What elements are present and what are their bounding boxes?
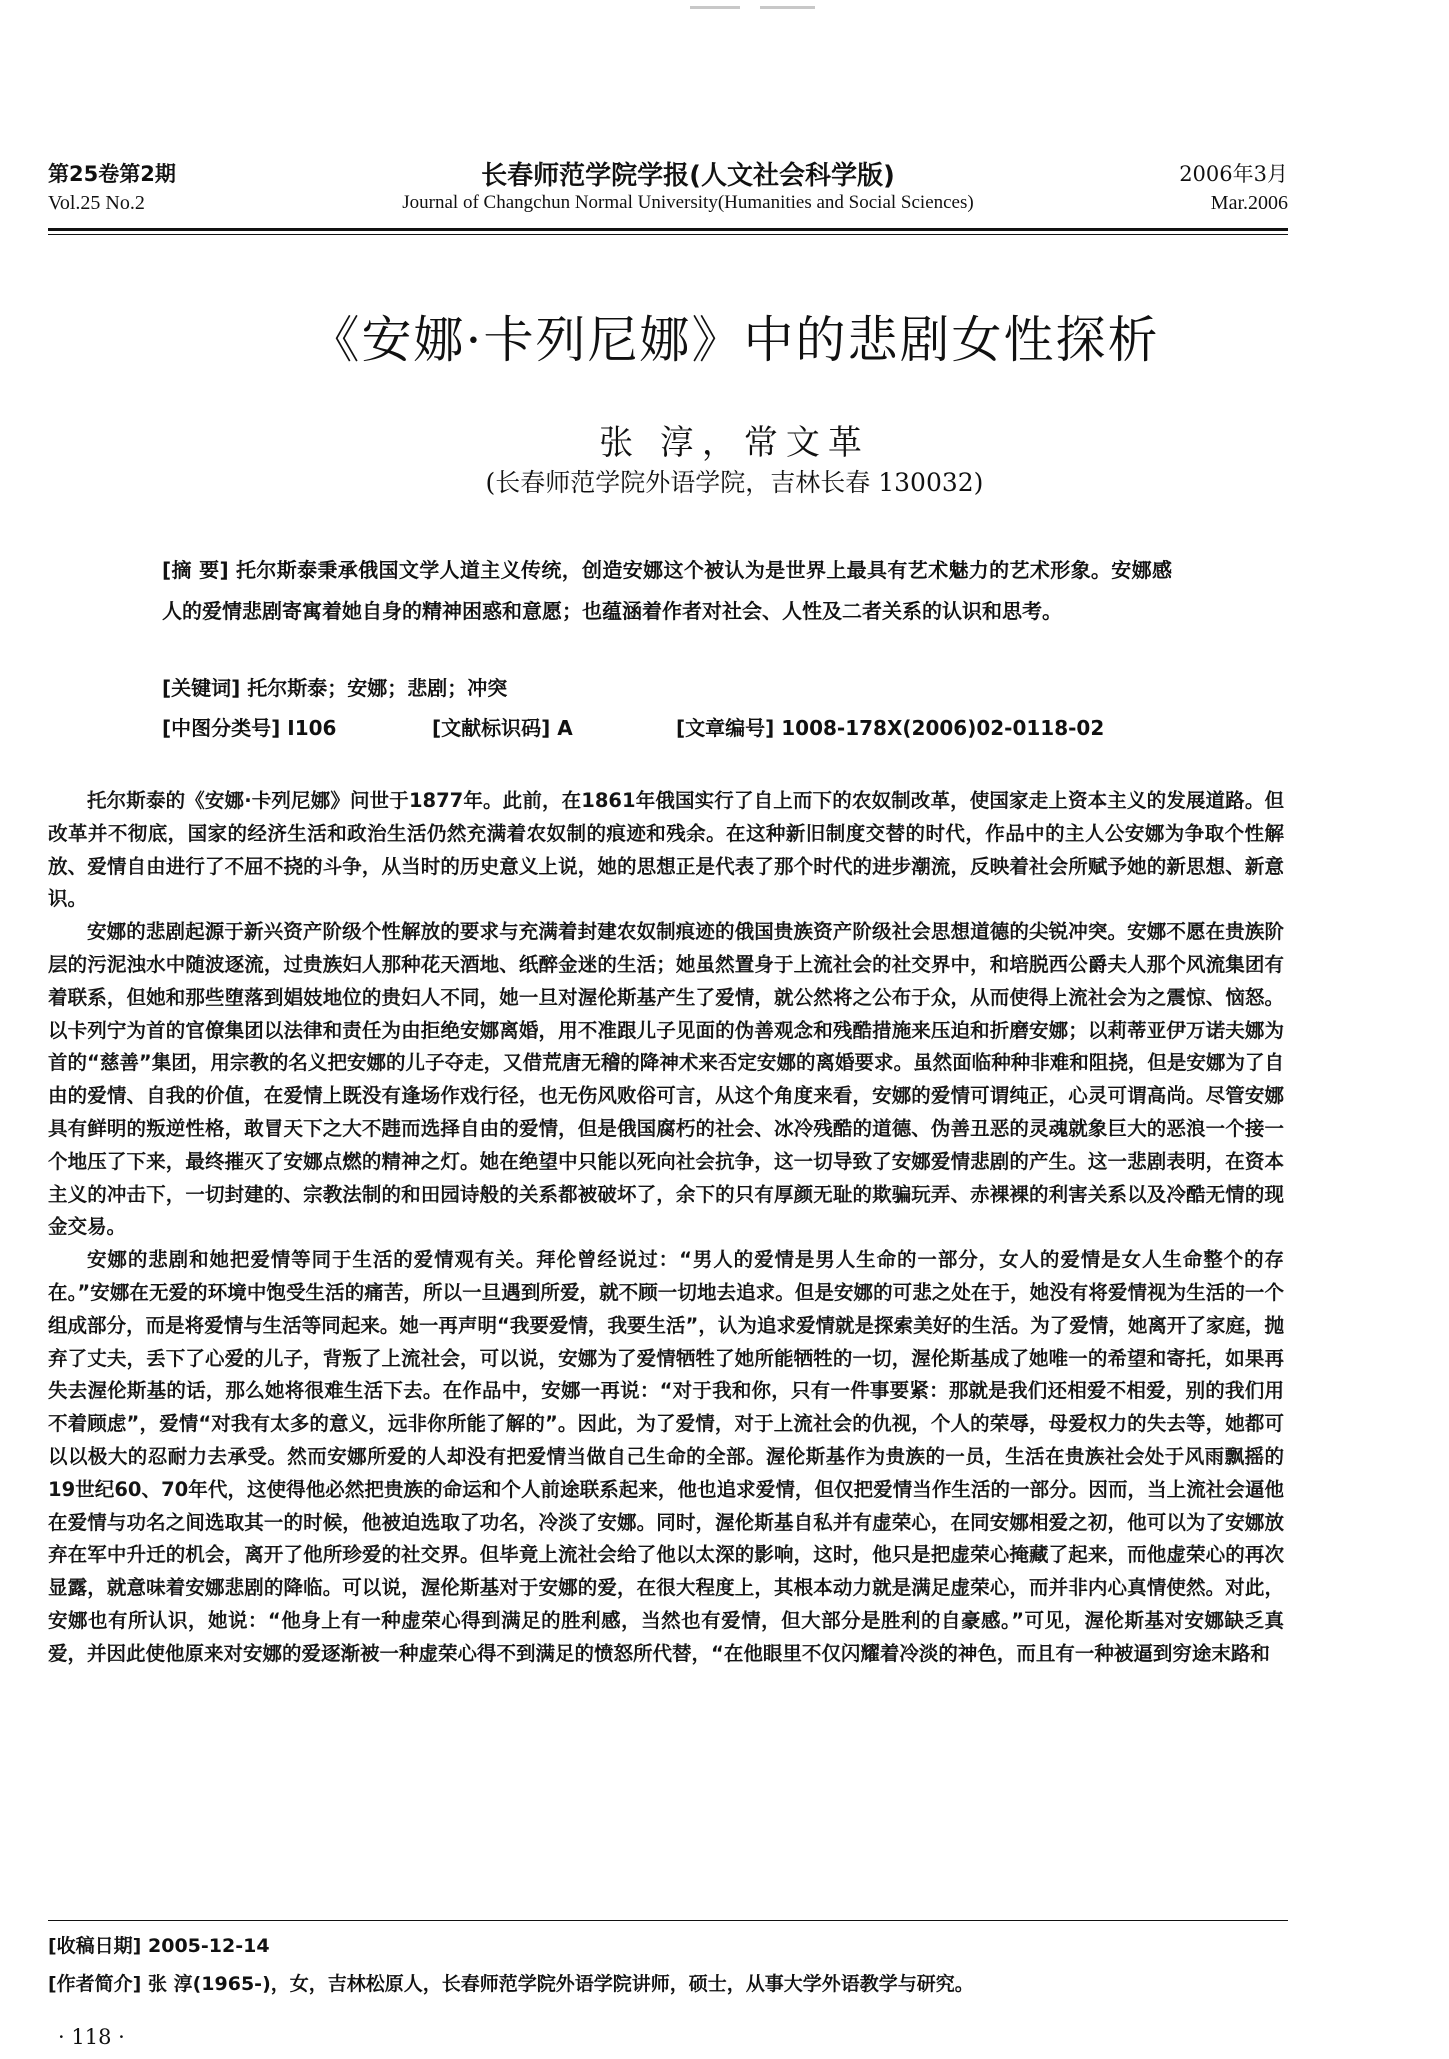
author-bio-value: 张 淳(1965-)，女，吉林松原人，长春师范学院外语学院讲师，硕士，从事大学外语教学与研究。 [148, 1973, 974, 1995]
volume-cn: 第25卷第2期 [48, 162, 176, 186]
page-number: · 118 · [58, 2025, 125, 2049]
article-title: 《安娜·卡列尼娜》中的悲剧女性探析 [309, 311, 1160, 369]
body-paragraph: 安娜的悲剧和她把爱情等同于生活的爱情观有关。拜伦曾经说过：“男人的爱情是男人生命的一部分，女人的爱情是女人生命整个的存在。”安娜在无爱的环境中饱受生活的痛苦，所以一旦遇到所爱，就不顾一切地去追求。但是安娜的可悲之处在于，她没有将爱情视为生活的一个组成部分，而是将爱情与生活等同起来。她一再声明“我要爱情，我要生活”，认为追求爱情就是探索美好的生活。为了爱情，她离开了家庭，抛弃了丈夫，丢下了心爱的儿子，背叛了上流社会，可以说，安娜为了爱情牺牲了她所能牺牲的一切，渥伦斯基成了她唯一的希望和寄托，如果再失去渥伦斯基的话，那么她将很难生活下去。在作品中，安娜一再说：“对于我和你，只有一件事要紧：那就是我们还相爱不相爱，别的我们用不着顾虑”，爱情“对我有太多的意义，远非你所能了解的”。因此，为了爱情，对于上流社会的仇视，个人的荣辱，母爱权力的失去等，她都可以以极大的忍耐力去承受。然而安娜所爱的人却没有把爱情当做自己生命的全部。渥伦斯基作为贵族的一员，生活在贵族社会处于风雨飘摇的19世纪60、70年代，这使得他必然把贵族的命运和个人前途联系起来，他也追求爱情，但仅把爱情当作生活的一部分。因而，当上流社会逼他在爱情与功名之间选取其一的时候，他被迫选取了功名，冷淡了安娜。同时，渥伦斯基自私并有虚荣心，在同安娜相爱之初，他可以为了安娜放弃在军中升迁的机会，离开了他所珍爱的社交界。但毕竟上流社会给了他以太深的影响，这时，他只是把虚荣心掩藏了起来，而他虚荣心的再次显露，就意味着安娜悲剧的降临。可以说，渥伦斯基对于安娜的爱，在很大程度上，其根本动力就是满足虚荣心，而并非内心真情使然。对此，安娜也有所认识，她说：“他身上有一种虚荣心得到满足的胜利感，当然也有爱情，但大部分是胜利的自豪感。”可见，渥伦斯基对安娜缺乏真爱，并因此使他原来对安娜的爱逐渐被一种虚荣心得不到满足的愤怒所代替，“在他眼里不仅闪耀着冷淡的神色，而且有一种被逼到穷途末路和 [48, 1248, 1284, 1665]
abstract-text: 托尔斯泰秉承俄国文学人道主义传统，创造安娜这个被认为是世界上最具有艺术魅力的艺术形象。安娜感人的爱情悲剧寄寓着她自身的精神困惑和意愿；也蕴涵着作者对社会、人性及二者关系的认识和思考。 [162, 558, 1173, 623]
abstract-label: [摘 要] [162, 558, 229, 582]
keywords-text: 托尔斯泰；安娜；悲剧；冲突 [247, 676, 508, 700]
doc-code-value: A [557, 716, 573, 740]
keywords [162, 672, 507, 701]
article-id-value: 1008-178X(2006)02-0118-02 [781, 716, 1105, 740]
footnote-rule [48, 1920, 1288, 1921]
volume-en: Vol.25 No.2 [48, 192, 145, 214]
received-date-note [48, 1931, 270, 1958]
journal-title-en: Journal of Changchun Normal University(Humanities and Social Sciences) [402, 192, 974, 213]
doc-code-label: [文献标识码] [432, 716, 551, 740]
body-paragraph: 安娜的悲剧起源于新兴资产阶级个性解放的要求与充满着封建农奴制痕迹的俄国贵族资产阶级社会思想道德的尖锐冲突。安娜不愿在贵族阶层的污泥浊水中随波逐流，过贵族妇人那种花天酒地、纸醉金迷的生活；她虽然置身于上流社会的社交界中，和培脱西公爵夫人那个风流集团有着联系，但她和那些堕落到娼妓地位的贵妇人不同，她一旦对渥伦斯基产生了爱情，就公然将之公布于众，从而使得上流社会为之震惊、恼怒。以卡列宁为首的官僚集团以法律和责任为由拒绝安娜离婚，用不准跟儿子见面的伪善观念和残酷措施来压迫和折磨安娜；以莉蒂亚伊万诺夫娜为首的“慈善”集团，用宗教的名义把安娜的儿子夺走，又借荒唐无稽的降神术来否定安娜的离婚要求。虽然面临种种非难和阻挠，但是安娜为了自由的爱情、自我的价值，在爱情上既没有逢场作戏行径，也无伤风败俗可言，从这个角度来看，安娜的爱情可谓纯正，心灵可谓高尚。尽管安娜具有鲜明的叛逆性格，敢冒天下之大不韪而选择自由的爱情，但是俄国腐朽的社会、冰冷残酷的道德、伪善丑恶的灵魂就象巨大的恶浪一个接一个地压了下来，最终摧灭了安娜点燃的精神之灯。她在绝望中只能以死向社会抗争，这一切导致了安娜爱情悲剧的产生。这一悲剧表明，在资本主义的冲击下，一切封建的、宗教法制的和田园诗般的关系都被破坏了，余下的只有厚颜无耻的欺骗玩弄、赤裸裸的利害关系以及冷酷无情的现金交易。 [48, 920, 1284, 1239]
issue-date-cn: 2006年3月 [1179, 162, 1288, 186]
author-bio-note [48, 1969, 974, 1996]
article-id-label: [文章编号] [676, 716, 775, 740]
clc-value: I106 [287, 716, 337, 740]
author-bio-label: [作者简介] [48, 1973, 142, 1995]
received-label: [收稿日期] [48, 1935, 142, 1957]
keywords-label: [关键词] [162, 676, 241, 700]
clc-field [162, 712, 336, 741]
header-rule-thin [48, 234, 1288, 235]
article-body [48, 785, 1284, 1671]
clc-label: [中图分类号] [162, 716, 281, 740]
abstract [162, 550, 1172, 632]
article-authors: 张 淳，常文革 [599, 423, 870, 463]
doc-code-field [432, 712, 573, 741]
article-affiliation: (长春师范学院外语学院，吉林长春 130032) [485, 468, 984, 497]
body-paragraph: 托尔斯泰的《安娜·卡列尼娜》问世于1877年。此前，在1861年俄国实行了自上而下的农奴制改革，使国家走上资本主义的发展道路。但改革并不彻底，国家的经济生活和政治生活仍然充满着农奴制的痕迹和残余。在这种新旧制度交替的时代，作品中的主人公安娜为争取个性解放、爱情自由进行了不屈不挠的斗争，从当时的历史意义上说，她的思想正是代表了那个时代的进步潮流，反映着社会所赋予她的新思想、新意识。 [48, 789, 1284, 911]
header-rule-thick [48, 228, 1288, 231]
journal-header [48, 158, 1288, 230]
article-id-field [676, 712, 1104, 741]
issue-date-en: Mar.2006 [1210, 192, 1288, 214]
scan-artifact [760, 6, 815, 9]
scan-artifact [690, 6, 740, 9]
received-value: 2005-12-14 [148, 1935, 270, 1957]
classification-row [162, 712, 1172, 742]
journal-title-cn: 长春师范学院学报(人文社会科学版) [481, 161, 895, 191]
